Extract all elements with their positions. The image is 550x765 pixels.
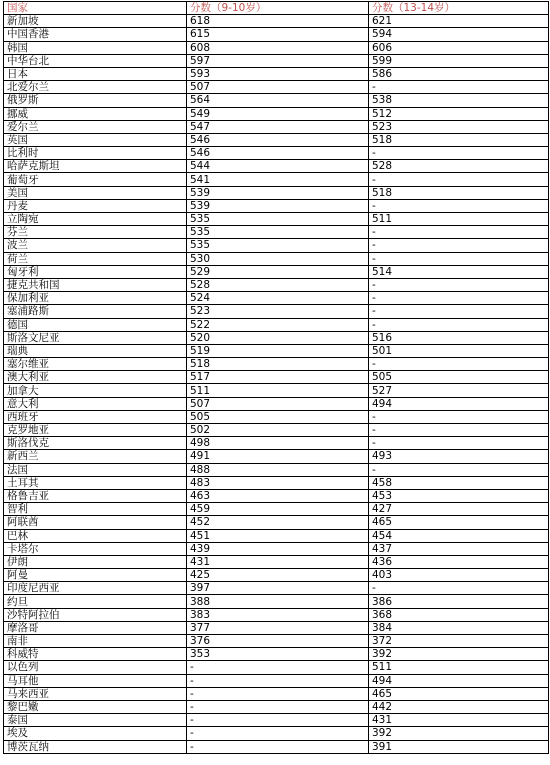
score-13-14-cell: -	[369, 226, 549, 239]
table-row	[4, 555, 549, 568]
score-9-10-cell: -	[187, 687, 369, 700]
table-row	[4, 476, 549, 489]
country-cell: 波兰	[4, 239, 187, 252]
country-cell: 智利	[4, 503, 187, 516]
score-9-10-cell: 535	[187, 213, 369, 226]
score-13-14-cell: 501	[369, 344, 549, 357]
country-cell: 马来西亚	[4, 687, 187, 700]
country-cell: 巴林	[4, 529, 187, 542]
table-row	[4, 67, 549, 80]
table-row	[4, 700, 549, 713]
score-9-10-cell: 463	[187, 489, 369, 502]
table-row	[4, 331, 549, 344]
score-13-14-cell: -	[369, 410, 549, 423]
score-13-14-cell: 392	[369, 648, 549, 661]
country-cell: 摩洛哥	[4, 621, 187, 634]
table-row	[4, 107, 549, 120]
score-9-10-cell: 544	[187, 160, 369, 173]
country-cell: 卡塔尔	[4, 542, 187, 555]
score-9-10-cell: 539	[187, 199, 369, 212]
table-row	[4, 252, 549, 265]
table-header	[4, 2, 549, 15]
country-cell: 塞尔维亚	[4, 358, 187, 371]
table-row	[4, 516, 549, 529]
score-13-14-cell: 594	[369, 28, 549, 41]
score-13-14-cell: 512	[369, 107, 549, 120]
score-9-10-cell: 546	[187, 133, 369, 146]
table-row	[4, 213, 549, 226]
score-13-14-cell: 511	[369, 661, 549, 674]
score-13-14-cell: 453	[369, 489, 549, 502]
score-13-14-cell: -	[369, 199, 549, 212]
country-cell: 比利时	[4, 147, 187, 160]
score-13-14-cell: 516	[369, 331, 549, 344]
table-row	[4, 239, 549, 252]
score-9-10-cell: 452	[187, 516, 369, 529]
country-cell: 中华台北	[4, 54, 187, 67]
score-13-14-cell: -	[369, 463, 549, 476]
country-cell: 挪威	[4, 107, 187, 120]
score-13-14-cell: 386	[369, 595, 549, 608]
score-13-14-cell: 465	[369, 687, 549, 700]
score-9-10-cell: -	[187, 700, 369, 713]
score-9-10-cell: -	[187, 661, 369, 674]
score-13-14-cell: -	[369, 318, 549, 331]
table-row	[4, 15, 549, 28]
score-13-14-cell: 493	[369, 450, 549, 463]
score-13-14-cell: -	[369, 437, 549, 450]
table-row	[4, 727, 549, 740]
table-row	[4, 384, 549, 397]
country-cell: 美国	[4, 186, 187, 199]
score-9-10-cell: -	[187, 674, 369, 687]
score-13-14-cell: 465	[369, 516, 549, 529]
score-9-10-cell: 564	[187, 94, 369, 107]
score-13-14-cell: 518	[369, 186, 549, 199]
table-row	[4, 410, 549, 423]
table-row	[4, 147, 549, 160]
score-9-10-cell: 507	[187, 397, 369, 410]
country-cell: 意大利	[4, 397, 187, 410]
score-9-10-cell: 523	[187, 305, 369, 318]
table-row	[4, 503, 549, 516]
score-9-10-cell: 459	[187, 503, 369, 516]
table-body	[4, 15, 549, 754]
score-13-14-cell: 599	[369, 54, 549, 67]
table-row	[4, 173, 549, 186]
country-cell: 科威特	[4, 648, 187, 661]
score-9-10-cell: 353	[187, 648, 369, 661]
table-row	[4, 318, 549, 331]
score-9-10-cell: 522	[187, 318, 369, 331]
country-cell: 新西兰	[4, 450, 187, 463]
score-9-10-cell: 541	[187, 173, 369, 186]
score-13-14-cell: 505	[369, 371, 549, 384]
score-9-10-cell: 539	[187, 186, 369, 199]
header-country: 国家	[4, 2, 187, 15]
table-row	[4, 450, 549, 463]
country-cell: 俄罗斯	[4, 94, 187, 107]
country-cell: 芬兰	[4, 226, 187, 239]
score-13-14-cell: 384	[369, 621, 549, 634]
score-9-10-cell: 491	[187, 450, 369, 463]
score-13-14-cell: 437	[369, 542, 549, 555]
table-row	[4, 621, 549, 634]
score-13-14-cell: 494	[369, 397, 549, 410]
score-13-14-cell: 391	[369, 740, 549, 753]
score-9-10-cell: -	[187, 714, 369, 727]
score-13-14-cell: 586	[369, 67, 549, 80]
table-row	[4, 344, 549, 357]
table-row	[4, 81, 549, 94]
table-row	[4, 133, 549, 146]
country-cell: 法国	[4, 463, 187, 476]
table-row	[4, 160, 549, 173]
score-9-10-cell: 528	[187, 278, 369, 291]
score-13-14-cell: 606	[369, 41, 549, 54]
score-13-14-cell: -	[369, 239, 549, 252]
score-9-10-cell: 431	[187, 555, 369, 568]
score-9-10-cell: 547	[187, 120, 369, 133]
score-13-14-cell: -	[369, 424, 549, 437]
table-row	[4, 186, 549, 199]
table-row	[4, 28, 549, 41]
table-row	[4, 648, 549, 661]
table-row	[4, 120, 549, 133]
table-row	[4, 358, 549, 371]
score-13-14-cell: -	[369, 81, 549, 94]
score-9-10-cell: 535	[187, 239, 369, 252]
table-row	[4, 265, 549, 278]
country-cell: 阿曼	[4, 569, 187, 582]
table-row	[4, 54, 549, 67]
table-row	[4, 740, 549, 753]
table-row	[4, 463, 549, 476]
score-9-10-cell: 597	[187, 54, 369, 67]
country-cell: 加拿大	[4, 384, 187, 397]
score-9-10-cell: 488	[187, 463, 369, 476]
country-cell: 中国香港	[4, 28, 187, 41]
score-13-14-cell: -	[369, 278, 549, 291]
header-score-9-10: 分数（9-10岁）	[187, 2, 369, 15]
score-13-14-cell: -	[369, 305, 549, 318]
score-table	[3, 1, 549, 754]
country-cell: 土耳其	[4, 476, 187, 489]
score-9-10-cell: 518	[187, 358, 369, 371]
score-9-10-cell: 535	[187, 226, 369, 239]
score-9-10-cell: 502	[187, 424, 369, 437]
table-row	[4, 489, 549, 502]
country-cell: 塞浦路斯	[4, 305, 187, 318]
country-cell: 捷克共和国	[4, 278, 187, 291]
score-13-14-cell: 518	[369, 133, 549, 146]
score-13-14-cell: -	[369, 173, 549, 186]
country-cell: 澳大利亚	[4, 371, 187, 384]
country-cell: 葡萄牙	[4, 173, 187, 186]
country-cell: 立陶宛	[4, 213, 187, 226]
score-13-14-cell: 528	[369, 160, 549, 173]
score-13-14-cell: 494	[369, 674, 549, 687]
table-row	[4, 371, 549, 384]
country-cell: 保加利亚	[4, 292, 187, 305]
table-row	[4, 278, 549, 291]
country-cell: 北爱尔兰	[4, 81, 187, 94]
score-9-10-cell: 593	[187, 67, 369, 80]
score-13-14-cell: -	[369, 292, 549, 305]
score-13-14-cell: -	[369, 147, 549, 160]
score-13-14-cell: 514	[369, 265, 549, 278]
score-9-10-cell: 507	[187, 81, 369, 94]
country-cell: 爱尔兰	[4, 120, 187, 133]
score-9-10-cell: -	[187, 727, 369, 740]
score-13-14-cell: 436	[369, 555, 549, 568]
score-9-10-cell: 520	[187, 331, 369, 344]
country-cell: 哈萨克斯坦	[4, 160, 187, 173]
country-cell: 南非	[4, 635, 187, 648]
table-row	[4, 608, 549, 621]
score-9-10-cell: 546	[187, 147, 369, 160]
country-cell: 匈牙利	[4, 265, 187, 278]
score-13-14-cell: 372	[369, 635, 549, 648]
score-9-10-cell: 530	[187, 252, 369, 265]
score-9-10-cell: 498	[187, 437, 369, 450]
country-cell: 丹麦	[4, 199, 187, 212]
score-13-14-cell: -	[369, 582, 549, 595]
table-row	[4, 635, 549, 648]
table-row	[4, 199, 549, 212]
country-cell: 以色列	[4, 661, 187, 674]
score-9-10-cell: 439	[187, 542, 369, 555]
table-row	[4, 569, 549, 582]
table-row	[4, 529, 549, 542]
country-cell: 日本	[4, 67, 187, 80]
country-cell: 格鲁吉亚	[4, 489, 187, 502]
country-cell: 西班牙	[4, 410, 187, 423]
score-13-14-cell: 523	[369, 120, 549, 133]
table-row	[4, 397, 549, 410]
country-cell: 埃及	[4, 727, 187, 740]
score-13-14-cell: 454	[369, 529, 549, 542]
score-9-10-cell: 383	[187, 608, 369, 621]
country-cell: 英国	[4, 133, 187, 146]
table-row	[4, 674, 549, 687]
header-score-13-14: 分数（13-14岁）	[369, 2, 549, 15]
table-row	[4, 595, 549, 608]
table-row	[4, 424, 549, 437]
score-9-10-cell: 425	[187, 569, 369, 582]
score-13-14-cell: 442	[369, 700, 549, 713]
country-cell: 约旦	[4, 595, 187, 608]
table-row	[4, 226, 549, 239]
table-row	[4, 582, 549, 595]
score-13-14-cell: 538	[369, 94, 549, 107]
score-13-14-cell: 458	[369, 476, 549, 489]
score-13-14-cell: 368	[369, 608, 549, 621]
score-9-10-cell: 388	[187, 595, 369, 608]
table-row	[4, 94, 549, 107]
country-cell: 瑞典	[4, 344, 187, 357]
country-cell: 阿联酋	[4, 516, 187, 529]
score-13-14-cell: 527	[369, 384, 549, 397]
table-row	[4, 437, 549, 450]
score-13-14-cell: 403	[369, 569, 549, 582]
score-9-10-cell: 397	[187, 582, 369, 595]
score-9-10-cell: 511	[187, 384, 369, 397]
score-13-14-cell: 621	[369, 15, 549, 28]
score-13-14-cell: 392	[369, 727, 549, 740]
score-9-10-cell: 377	[187, 621, 369, 634]
country-cell: 新加坡	[4, 15, 187, 28]
score-9-10-cell: 376	[187, 635, 369, 648]
score-13-14-cell: 427	[369, 503, 549, 516]
table-row	[4, 687, 549, 700]
table-row	[4, 542, 549, 555]
table-row	[4, 714, 549, 727]
table-row	[4, 292, 549, 305]
country-cell: 泰国	[4, 714, 187, 727]
score-9-10-cell: 451	[187, 529, 369, 542]
country-cell: 伊朗	[4, 555, 187, 568]
score-13-14-cell: 511	[369, 213, 549, 226]
table-row	[4, 41, 549, 54]
country-cell: 马耳他	[4, 674, 187, 687]
country-cell: 韩国	[4, 41, 187, 54]
score-9-10-cell: 529	[187, 265, 369, 278]
country-cell: 斯洛伐克	[4, 437, 187, 450]
score-9-10-cell: -	[187, 740, 369, 753]
score-9-10-cell: 608	[187, 41, 369, 54]
country-cell: 德国	[4, 318, 187, 331]
country-cell: 荷兰	[4, 252, 187, 265]
score-9-10-cell: 505	[187, 410, 369, 423]
country-cell: 印度尼西亚	[4, 582, 187, 595]
table-row	[4, 661, 549, 674]
score-9-10-cell: 615	[187, 28, 369, 41]
score-9-10-cell: 519	[187, 344, 369, 357]
score-13-14-cell: -	[369, 252, 549, 265]
country-cell: 沙特阿拉伯	[4, 608, 187, 621]
score-13-14-cell: 431	[369, 714, 549, 727]
score-9-10-cell: 618	[187, 15, 369, 28]
score-13-14-cell: -	[369, 358, 549, 371]
country-cell: 博茨瓦纳	[4, 740, 187, 753]
country-cell: 克罗地亚	[4, 424, 187, 437]
score-9-10-cell: 517	[187, 371, 369, 384]
score-9-10-cell: 483	[187, 476, 369, 489]
table-row	[4, 305, 549, 318]
score-9-10-cell: 524	[187, 292, 369, 305]
header-row	[4, 2, 549, 15]
country-cell: 斯洛文尼亚	[4, 331, 187, 344]
score-9-10-cell: 549	[187, 107, 369, 120]
country-cell: 黎巴嫩	[4, 700, 187, 713]
